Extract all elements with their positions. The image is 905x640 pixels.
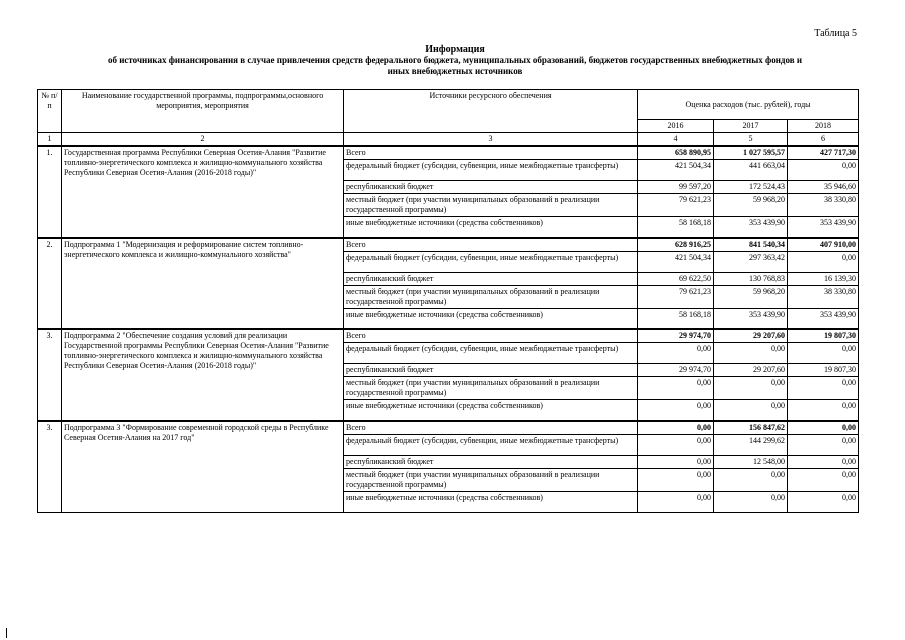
amount-2017: 156 847,62 [714,421,788,435]
header-num: № п/п [38,90,62,133]
program-name: Подпрограмма 3 "Формирование современной городской среды в Республике Северная Осетия-Алания на 2017 год" [62,421,344,513]
amount-2017: 0,00 [714,468,788,491]
amount-2018: 427 717,30 [788,146,859,160]
column-number-cell: 3 [344,133,638,147]
amount-2018: 353 439,90 [788,217,859,238]
header-year-2018: 2018 [788,120,859,133]
program-name: Государственная программа Республики Северная Осетия-Алания "Развитие топливно-энергетического комплекса и жилищно-коммунального хозяйства Республики Северная Осетия-Алания (2016-2018 годы)" [62,146,344,238]
funding-source: местный бюджет (при участии муниципальных образований в реализации государственной программы) [344,285,638,308]
amount-2018: 0,00 [788,455,859,468]
amount-2016: 79 621,23 [638,285,714,308]
amount-2016: 29 974,70 [638,329,714,343]
amount-2016: 0,00 [638,421,714,435]
amount-2017: 130 768,83 [714,272,788,285]
amount-2016: 58 168,18 [638,217,714,238]
amount-2017: 441 663,04 [714,160,788,181]
amount-2017: 353 439,90 [714,308,788,329]
header-sources: Источники ресурсного обеспечения [344,90,638,133]
amount-2018: 0,00 [788,160,859,181]
table-row [38,329,859,343]
column-number-cell: 5 [714,133,788,147]
amount-2018: 38 330,80 [788,285,859,308]
program-name: Подпрограмма 1 "Модернизация и реформирование систем топливно-энергетического комплекса и жилищно-коммунального хозяйства" [62,238,344,330]
amount-2017: 29 207,60 [714,364,788,377]
row-number: 2. [38,238,62,330]
title-line-3: иных внебюджетных источников [387,66,523,76]
amount-2016: 58 168,18 [638,308,714,329]
funding-source: Всего [344,421,638,435]
table-row [38,238,859,252]
amount-2017: 172 524,43 [714,181,788,194]
amount-2016: 0,00 [638,343,714,364]
amount-2017: 0,00 [714,491,788,512]
amount-2017: 0,00 [714,377,788,400]
amount-2016: 0,00 [638,491,714,512]
amount-2016: 421 504,34 [638,251,714,272]
program-name: Подпрограмма 2 "Обеспечение создания условий для реализации Государственной программы Республики Северная Осетия-Алания "Развитие топливно-энергетического комплекса и жилищно-коммунального хозяйства Республики Северная Осетия-Алания (2016-2018 годы)" [62,329,344,421]
funding-source: местный бюджет (при участии муниципальных образований в реализации государственной программы) [344,194,638,217]
amount-2016: 0,00 [638,377,714,400]
amount-2017: 59 968,20 [714,194,788,217]
amount-2016: 0,00 [638,400,714,421]
amount-2018: 0,00 [788,377,859,400]
amount-2016: 0,00 [638,468,714,491]
funding-source: федеральный бюджет (субсидии, субвенции, иные межбюджетные трансферты) [344,160,638,181]
amount-2016: 69 622,50 [638,272,714,285]
amount-2017: 1 027 595,57 [714,146,788,160]
amount-2017: 29 207,60 [714,329,788,343]
amount-2018: 353 439,90 [788,308,859,329]
title-heading: Информация [425,44,485,55]
column-number-cell: 6 [788,133,859,147]
header-estimate: Оценка расходов (тыс. рублей), годы [638,90,859,120]
column-number-row [38,133,859,147]
funding-source: иные внебюджетные источники (средства собственников) [344,491,638,512]
amount-2017: 297 363,42 [714,251,788,272]
column-number-cell: 2 [62,133,344,147]
amount-2017: 59 968,20 [714,285,788,308]
amount-2017: 144 299,62 [714,434,788,455]
funding-source: республиканский бюджет [344,364,638,377]
amount-2017: 0,00 [714,343,788,364]
funding-source: местный бюджет (при участии муниципальных образований в реализации государственной программы) [344,468,638,491]
row-number: 3. [38,421,62,513]
funding-source: Всего [344,329,638,343]
amount-2017: 12 548,00 [714,455,788,468]
amount-2018: 0,00 [788,491,859,512]
amount-2018: 0,00 [788,468,859,491]
funding-source: федеральный бюджет (субсидии, субвенции, иные межбюджетные трансферты) [344,251,638,272]
amount-2018: 0,00 [788,421,859,435]
document-title [40,44,870,77]
funding-source: республиканский бюджет [344,455,638,468]
row-number: 1. [38,146,62,238]
amount-2018: 0,00 [788,251,859,272]
header-year-2016: 2016 [638,120,714,133]
column-number-cell: 1 [38,133,62,147]
amount-2018: 38 330,80 [788,194,859,217]
funding-source: республиканский бюджет [344,272,638,285]
header-year-2017: 2017 [714,120,788,133]
amount-2016: 0,00 [638,434,714,455]
funding-sources-table [37,89,859,513]
funding-source: иные внебюджетные источники (средства собственников) [344,400,638,421]
funding-source: иные внебюджетные источники (средства собственников) [344,217,638,238]
table-body [38,146,859,512]
amount-2016: 628 916,25 [638,238,714,252]
header-name: Наименование государственной программы, подпрограммы,основного мероприятия, мероприятия [62,90,344,133]
margin-mark [6,628,7,638]
amount-2016: 79 621,23 [638,194,714,217]
column-number-cell: 4 [638,133,714,147]
funding-source: федеральный бюджет (субсидии, субвенции, иные межбюджетные трансферты) [344,343,638,364]
row-number: 3. [38,329,62,421]
amount-2018: 0,00 [788,434,859,455]
amount-2017: 0,00 [714,400,788,421]
amount-2017: 841 540,34 [714,238,788,252]
amount-2018: 35 946,60 [788,181,859,194]
amount-2018: 0,00 [788,343,859,364]
table-label: Таблица 5 [814,28,857,39]
funding-source: Всего [344,238,638,252]
amount-2018: 19 807,30 [788,364,859,377]
funding-source: местный бюджет (при участии муниципальных образований в реализации государственной программы) [344,377,638,400]
funding-source: иные внебюджетные источники (средства собственников) [344,308,638,329]
amount-2018: 0,00 [788,400,859,421]
table-row [38,146,859,160]
funding-source: республиканский бюджет [344,181,638,194]
amount-2016: 99 597,20 [638,181,714,194]
amount-2018: 407 910,00 [788,238,859,252]
title-line-2: об источниках финансирования в случае привлечения средств федерального бюджета, муниципальных образований, бюджетов государственных внебюджетных фондов и [107,55,803,65]
funding-source: Всего [344,146,638,160]
amount-2017: 353 439,90 [714,217,788,238]
amount-2016: 658 890,95 [638,146,714,160]
amount-2016: 0,00 [638,455,714,468]
amount-2018: 19 807,30 [788,329,859,343]
amount-2016: 421 504,34 [638,160,714,181]
table-row [38,421,859,435]
funding-source: федеральный бюджет (субсидии, субвенции, иные межбюджетные трансферты) [344,434,638,455]
amount-2016: 29 974,70 [638,364,714,377]
amount-2018: 16 139,30 [788,272,859,285]
